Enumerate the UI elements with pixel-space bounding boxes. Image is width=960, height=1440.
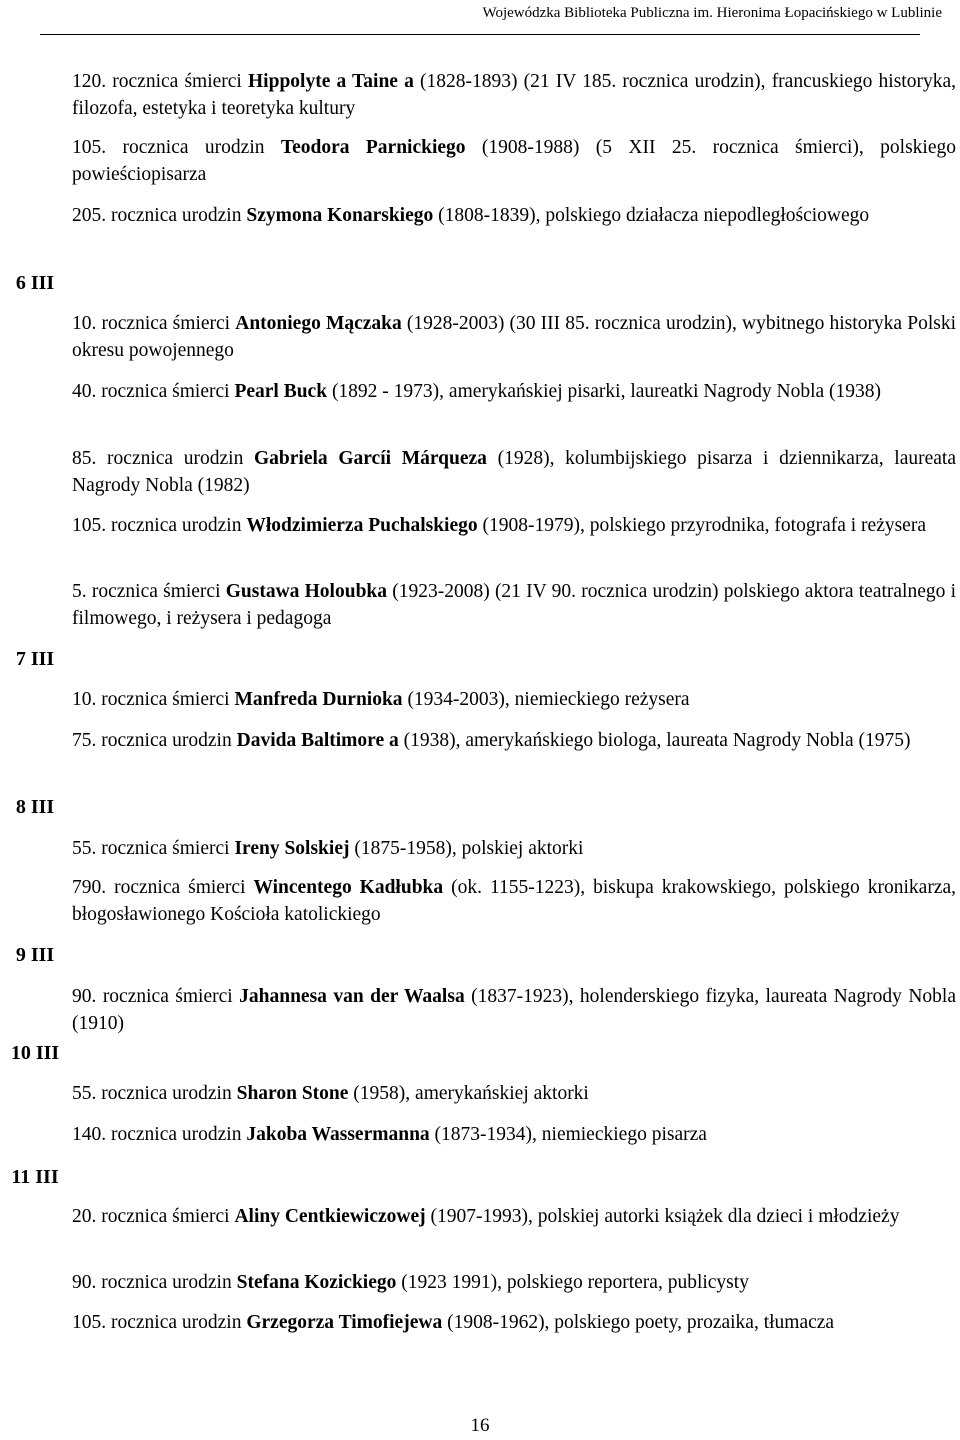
page-header: Wojewódzka Biblioteka Publiczna im. Hieronima Łopacińskiego w Lublinie xyxy=(482,5,942,21)
entry-person-name: Pearl Buck xyxy=(234,381,328,402)
entry-person-name: Jahannesa van der Waalsa xyxy=(239,986,465,1007)
entry-prefix: 120. rocznica śmierci xyxy=(72,71,249,92)
entry-details: (1873-1934), niemieckiego pisarza xyxy=(429,1124,707,1145)
anniversary-entry xyxy=(72,134,956,188)
entry-details: (ok. 1155-1223), biskupa krakowskiego, polskiego kronikarza, błogosławionego Kościoła katolickiego xyxy=(72,877,956,925)
entry-prefix: 5. rocznica śmierci xyxy=(72,581,226,602)
entry-person-name: Teodora Parnickiego xyxy=(280,137,466,158)
entry-person-name: Ireny Solskiej xyxy=(234,838,350,859)
date-label-6-iii: 6 III xyxy=(15,272,55,294)
entry-prefix: 85. rocznica urodzin xyxy=(72,448,254,469)
anniversary-entry xyxy=(72,686,956,713)
entry-details: (1908-1979), polskiego przyrodnika, fotografa i reżysera xyxy=(477,515,926,536)
anniversary-entry xyxy=(72,1269,956,1296)
entry-person-name: Stefana Kozickiego xyxy=(236,1272,397,1293)
anniversary-entry xyxy=(72,310,956,364)
anniversary-entry xyxy=(72,983,956,1037)
entry-details: (1958), amerykańskiej aktorki xyxy=(348,1083,589,1104)
date-label-7-iii: 7 III xyxy=(15,648,55,670)
entry-prefix: 790. rocznica śmierci xyxy=(72,877,254,898)
date-label-10-iii: 10 III xyxy=(10,1042,60,1064)
anniversary-entry xyxy=(72,1080,956,1107)
entry-person-name: Wincentego Kadłubka xyxy=(253,877,444,898)
anniversary-entry xyxy=(72,68,956,122)
date-label-8-iii: 8 III xyxy=(15,796,55,818)
entry-person-name: Gustawa Holoubka xyxy=(225,581,388,602)
anniversary-entry xyxy=(72,378,956,405)
entry-details: (1938), amerykańskiego biologa, laureata Nagrody Nobla (1975) xyxy=(398,730,911,751)
anniversary-entry xyxy=(72,835,956,862)
anniversary-entry xyxy=(72,1309,956,1336)
date-label-11-iii: 11 III xyxy=(11,1166,59,1188)
entry-person-name: Sharon Stone xyxy=(236,1083,349,1104)
anniversary-entry xyxy=(72,512,956,539)
entry-prefix: 10. rocznica śmierci xyxy=(72,689,235,710)
entry-prefix: 90. rocznica śmierci xyxy=(72,986,240,1007)
entry-details: (1907-1993), polskiej autorki książek dla dzieci i młodzieży xyxy=(425,1206,900,1227)
anniversary-entry xyxy=(72,578,956,632)
header-divider xyxy=(40,34,920,35)
entry-details: (1923-2008) (21 IV 90. rocznica urodzin) polskiego aktora teatralnego i filmowego, i reżysera i pedagoga xyxy=(72,581,956,629)
entry-prefix: 75. rocznica urodzin xyxy=(72,730,237,751)
entry-prefix: 105. rocznica urodzin xyxy=(72,1312,247,1333)
entry-person-name: Gabriela Garcíi Márqueza xyxy=(254,448,487,469)
entry-details: (1837-1923), holenderskiego fizyka, laureata Nagrody Nobla (1910) xyxy=(72,986,956,1034)
entry-details: (1828-1893) (21 IV 185. rocznica urodzin), francuskiego historyka, filozofa, estetyka i teoretyka kultury xyxy=(72,71,956,119)
entry-person-name: Aliny Centkiewiczowej xyxy=(234,1206,426,1227)
entry-person-name: Grzegorza Timofiejewa xyxy=(246,1312,443,1333)
entry-details: (1928), kolumbijskiego pisarza i dziennikarza, laureata Nagrody Nobla (1982) xyxy=(72,448,956,496)
entry-prefix: 20. rocznica śmierci xyxy=(72,1206,235,1227)
anniversary-entry xyxy=(72,1203,956,1230)
anniversary-entry xyxy=(72,202,956,229)
entry-person-name: Szymona Konarskiego xyxy=(246,205,434,226)
entry-person-name: Jakoba Wassermanna xyxy=(246,1124,430,1145)
entry-prefix: 55. rocznica śmierci xyxy=(72,838,235,859)
entry-prefix: 40. rocznica śmierci xyxy=(72,381,235,402)
anniversary-entry xyxy=(72,874,956,928)
entry-details: (1908-1962), polskiego poety, prozaika, tłumacza xyxy=(442,1312,835,1333)
entry-person-name: Włodzimierza Puchalskiego xyxy=(246,515,478,536)
anniversary-entry xyxy=(72,445,956,499)
entry-prefix: 205. rocznica urodzin xyxy=(72,205,247,226)
entry-prefix: 55. rocznica urodzin xyxy=(72,1083,237,1104)
entry-person-name: Davida Baltimore a xyxy=(236,730,399,751)
anniversary-entry xyxy=(72,1121,956,1148)
entry-prefix: 140. rocznica urodzin xyxy=(72,1124,247,1145)
entry-details: (1892 - 1973), amerykańskiej pisarki, laureatki Nagrody Nobla (1938) xyxy=(327,381,882,402)
entry-details: (1923 1991), polskiego reportera, publicysty xyxy=(396,1272,749,1293)
anniversary-entry xyxy=(72,727,956,754)
entry-person-name: Manfreda Durnioka xyxy=(234,689,403,710)
page-number: 16 xyxy=(470,1415,490,1436)
entry-prefix: 105. rocznica urodzin xyxy=(72,137,281,158)
entry-prefix: 90. rocznica urodzin xyxy=(72,1272,237,1293)
entry-details: (1875-1958), polskiej aktorki xyxy=(349,838,584,859)
entry-person-name: Antoniego Mączaka xyxy=(235,313,402,334)
entry-prefix: 10. rocznica śmierci xyxy=(72,313,236,334)
entry-details: (1934-2003), niemieckiego reżysera xyxy=(402,689,690,710)
entry-details: (1928-2003) (30 III 85. rocznica urodzin), wybitnego historyka Polski okresu powojennego xyxy=(72,313,956,361)
entry-person-name: Hippolyte a Taine a xyxy=(248,71,414,92)
entry-prefix: 105. rocznica urodzin xyxy=(72,515,247,536)
entry-details: (1808-1839), polskiego działacza niepodległościowego xyxy=(433,205,870,226)
date-label-9-iii: 9 III xyxy=(15,944,55,966)
entry-details: (1908-1988) (5 XII 25. rocznica śmierci), polskiego powieściopisarza xyxy=(72,137,956,185)
